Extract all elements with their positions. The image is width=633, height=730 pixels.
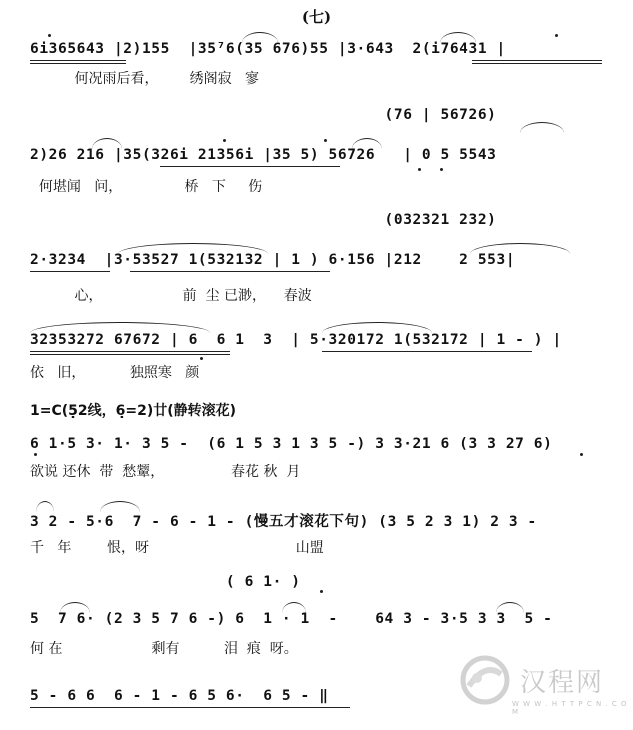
notation-line-6: 3 2 - 5·6 7 - 6 - 1 - (慢五才滚花下句) (3 5 2 3 1) 2 3 - <box>30 514 537 530</box>
slur-mark <box>36 501 54 512</box>
lyric-line-4: 依 旧， 独照寒 颜 <box>30 365 200 381</box>
octave-dot <box>34 453 37 456</box>
octave-dot <box>418 168 421 171</box>
duration-underline <box>472 60 602 61</box>
duration-underline <box>322 351 532 352</box>
octave-dot <box>324 139 327 142</box>
slur-mark <box>118 243 268 254</box>
slur-mark <box>60 602 90 613</box>
notation-pickup-line-3: (032321 232) <box>30 212 497 228</box>
slur-mark <box>470 243 570 254</box>
section-title: (七) <box>301 8 332 26</box>
key-signature: 1=C(5̣2线，6̣=2)廿(静转滚花) <box>30 403 237 419</box>
duration-underline <box>472 63 602 64</box>
notation-pickup-line-2: (76 | 56726) <box>30 107 497 123</box>
notation-line-2: 2)26 216 |35(326i 21356i |35 5) 56726 | 0 5 5543 <box>30 147 497 163</box>
notation-pickup-line-7: ( 6 1· ) <box>30 574 301 590</box>
duration-underline <box>30 271 110 272</box>
lyric-line-5: 欲说 还休 带 愁颦， 春花 秋 月 <box>30 464 301 480</box>
duration-underline <box>130 271 330 272</box>
notation-line-4: 32353272 67672 | 6 6 1 3 | 5·320172 1(532172 | 1 - ) | <box>30 332 562 348</box>
slur-mark <box>520 122 564 133</box>
slur-mark <box>352 138 382 149</box>
slur-mark <box>242 32 278 43</box>
octave-dot <box>223 139 226 142</box>
lyric-line-6: 千 年 恨，呀 山盟 <box>30 540 324 556</box>
lyric-line-7: 何 在 剩有 泪 痕 呀。 <box>30 641 298 657</box>
slur-mark <box>30 322 210 333</box>
notation-line-1: 6i365643 |2)155 |35⁷6(35 676)55 |3·643 2(i76431 | <box>30 41 506 57</box>
notation-line-5: 6 1·5 3· 1· 3 5 - (6 1 5 3 1 3 5 -) 3 3·21 6 (3 3 27 6) <box>30 436 553 452</box>
slur-mark <box>322 322 432 333</box>
watermark-url: W W W . H T T P C N . C O M <box>512 700 628 716</box>
slur-mark <box>92 138 122 149</box>
slur-mark <box>100 501 140 512</box>
duration-underline <box>30 351 230 352</box>
watermark-logo-icon <box>455 652 515 708</box>
slur-mark <box>282 602 306 613</box>
slur-mark <box>496 602 524 613</box>
duration-underline <box>160 166 340 167</box>
octave-dot <box>580 453 583 456</box>
notation-line-3: 2·3234 |3·53527 1(532132 | 1 ) 6·156 |212 2 553| <box>30 252 516 268</box>
duration-underline <box>30 707 350 708</box>
watermark-text: 汉程网 <box>520 668 605 698</box>
octave-dot <box>555 34 558 37</box>
octave-dot <box>48 34 51 37</box>
octave-dot <box>440 168 443 171</box>
duration-underline <box>30 354 230 355</box>
octave-dot <box>200 357 203 360</box>
duration-underline <box>30 60 126 61</box>
slur-mark <box>440 32 476 43</box>
octave-dot <box>320 590 323 593</box>
lyric-line-1: 何况雨后看， 绣阁寂 寥 <box>30 71 260 87</box>
duration-underline <box>30 63 126 64</box>
lyric-line-3: 心， 前 尘 已渺， 春波 <box>30 288 312 304</box>
lyric-line-2: 何堪闻 问， 桥 下 伤 <box>30 179 263 195</box>
notation-line-8: 5 - 6 6 6 - 1 - 6 5 6· 6 5 - ‖ <box>30 688 329 704</box>
notation-line-7: 5 7 6· (2 3 5 7 6 -) 6 1 · 1 - 64 3 - 3·5 3 3 5 - <box>30 611 553 627</box>
